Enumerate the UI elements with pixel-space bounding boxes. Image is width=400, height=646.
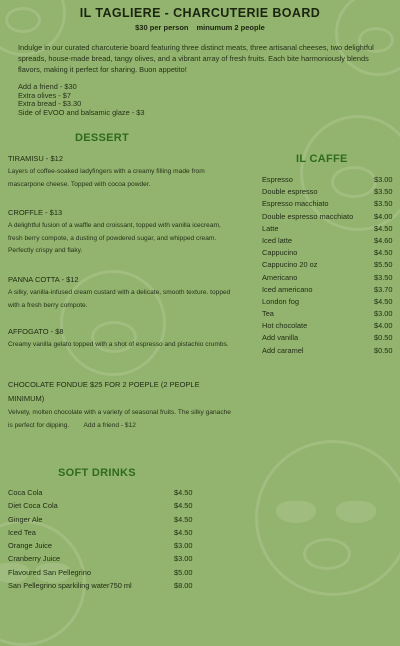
item-price: $3.70 (374, 284, 393, 294)
dessert-name: CROFFLE - $13 (8, 208, 63, 217)
item-name: San Pellegrino sparkiling water750 ml (8, 581, 132, 591)
dessert-heading: DESSERT (75, 132, 130, 144)
dessert-description: A delightful fusion of a waffle and croissant, topped with vanilla icecream, fresh berry compote, a dusting of powdered sugar, and whipped cream. Perfectly crispy and flaky. (8, 222, 221, 254)
menu-item (8, 528, 203, 541)
menu-item (8, 568, 203, 581)
menu-item (8, 581, 203, 594)
item-price: $4.50 (374, 296, 393, 306)
item-price: $8.00 (174, 581, 193, 591)
addon-item: Extra bread - $3.30 (18, 99, 82, 109)
item-name: Orange Juice (8, 541, 52, 551)
item-name: Diet Coca Cola (8, 501, 58, 511)
item-price: $4.50 (174, 501, 193, 511)
addon-item: Extra olives - $7 (18, 90, 71, 100)
menu-item (262, 187, 397, 199)
item-name: Cappucino (262, 248, 298, 258)
item-price: $4.50 (174, 527, 193, 537)
addon-item: Side of EVOO and balsamic glaze - $3 (18, 107, 145, 117)
dessert-item (8, 275, 233, 312)
item-name: Double espresso macchiato (262, 211, 354, 221)
item-name: Flavoured San Pellegrino (8, 567, 91, 577)
item-name: Espresso (262, 175, 293, 184)
menu-item (262, 236, 397, 248)
item-price: $4.60 (374, 235, 393, 245)
dessert-name: CHOCOLATE FONDUE $25 FOR 2 POEPLE (2 PEOPLE MINIMUM) (8, 380, 200, 403)
menu-item (262, 285, 397, 297)
item-price: $0.50 (374, 333, 393, 343)
soft-drinks-price-list (8, 488, 203, 594)
item-price: $4.50 (174, 514, 193, 524)
item-name: Cranberry Juice (8, 554, 61, 564)
dessert-description: Layers of coffee-soaked ladyfingers with a creamy filling made from mascarpone cheese. Topped with cocoa powder. (8, 168, 205, 188)
item-name: Iced latte (262, 235, 292, 245)
item-name: Iced Tea (8, 527, 36, 537)
item-price: $0.50 (374, 345, 393, 355)
menu-item (262, 224, 397, 236)
soft-drinks-heading: SOFT DRINKS (58, 467, 136, 479)
item-name: Ginger Ale (8, 514, 43, 524)
item-price: $4.50 (374, 248, 393, 258)
caffe-heading: IL CAFFE (296, 153, 348, 165)
dessert-description: A silky, vanilla-infused cream custard with a delicate, smooth texture. topped with a fresh berry compote. (8, 289, 231, 309)
menu-item (262, 212, 397, 224)
minimum-people: minumum 2 people (196, 23, 265, 32)
item-name: Latte (262, 223, 279, 233)
dessert-name: PANNA COTTA - $12 (8, 275, 79, 284)
caffe-price-list (262, 175, 397, 358)
addon-item: Add a friend - $30 (18, 82, 77, 91)
item-price: $4.00 (374, 321, 393, 331)
item-price: $3.00 (174, 541, 193, 551)
item-name: Double espresso (262, 187, 318, 197)
menu-item (262, 321, 397, 333)
menu-item (8, 541, 203, 554)
dessert-item (8, 154, 233, 191)
item-price: $5.00 (174, 567, 193, 577)
menu-item (262, 346, 397, 358)
menu-item (262, 260, 397, 272)
menu-item (262, 175, 397, 187)
dessert-name: AFFOGATO - $8 (8, 327, 64, 336)
item-name: Coca Cola (8, 488, 43, 497)
item-name: Tea (262, 309, 274, 319)
board-pricing (0, 23, 400, 32)
page-title: IL TAGLIERE - CHARCUTERIE BOARD (79, 6, 321, 20)
item-price: $4.50 (174, 488, 193, 497)
menu-item (8, 515, 203, 528)
item-price: $5.50 (374, 260, 393, 270)
board-addons (18, 83, 145, 117)
dessert-name: TIRAMISU - $12 (8, 154, 64, 163)
menu-item (8, 501, 203, 514)
menu-item (262, 297, 397, 309)
dessert-item (8, 208, 233, 258)
menu-item (262, 199, 397, 211)
price-per-person: $30 per person (135, 23, 189, 32)
item-name: Iced americano (262, 284, 313, 294)
item-price: $3.00 (174, 554, 193, 564)
dessert-description: Creamy vanilla gelato topped with a shot of espresso and pistachio crumbs. (8, 341, 229, 348)
menu-item (262, 309, 397, 321)
menu-item (8, 488, 203, 501)
dessert-item (8, 327, 233, 352)
item-name: Espresso macchiato (262, 199, 329, 209)
board-description: Indulge in our curated charcuterie board featuring three distinct meats, three artisanal cheeses, two delightful spreads, house-made bread, tangy olives, and a vibrant array of fresh fruits. Each bite harmoniously blends flavors, making it perfect for sharing. Buon appetito! (18, 43, 374, 74)
item-price: $3.50 (374, 272, 393, 282)
item-name: Add caramel (262, 345, 304, 355)
item-price: $3.00 (374, 309, 393, 319)
menu-item (262, 333, 397, 345)
item-price: $3.50 (374, 199, 393, 209)
menu-item (8, 554, 203, 567)
item-name: Cappucino 20 oz (262, 260, 318, 270)
item-price: $3.00 (374, 175, 393, 184)
item-price: $4.00 (374, 211, 393, 221)
menu-item (262, 273, 397, 285)
item-name: Americano (262, 272, 298, 282)
dessert-description: Velvety, molten chocolate with a variety of seasonal fruits. The silky ganache is perfect for dipping. Add a friend - $12 (8, 409, 233, 429)
item-name: Hot chocolate (262, 321, 308, 331)
item-price: $4.50 (374, 223, 393, 233)
pig-watermark-icon (255, 440, 400, 596)
dessert-item (8, 378, 233, 432)
menu-item (262, 248, 397, 260)
item-name: London fog (262, 296, 299, 306)
item-price: $3.50 (374, 187, 393, 197)
item-name: Add vanilla (262, 333, 299, 343)
